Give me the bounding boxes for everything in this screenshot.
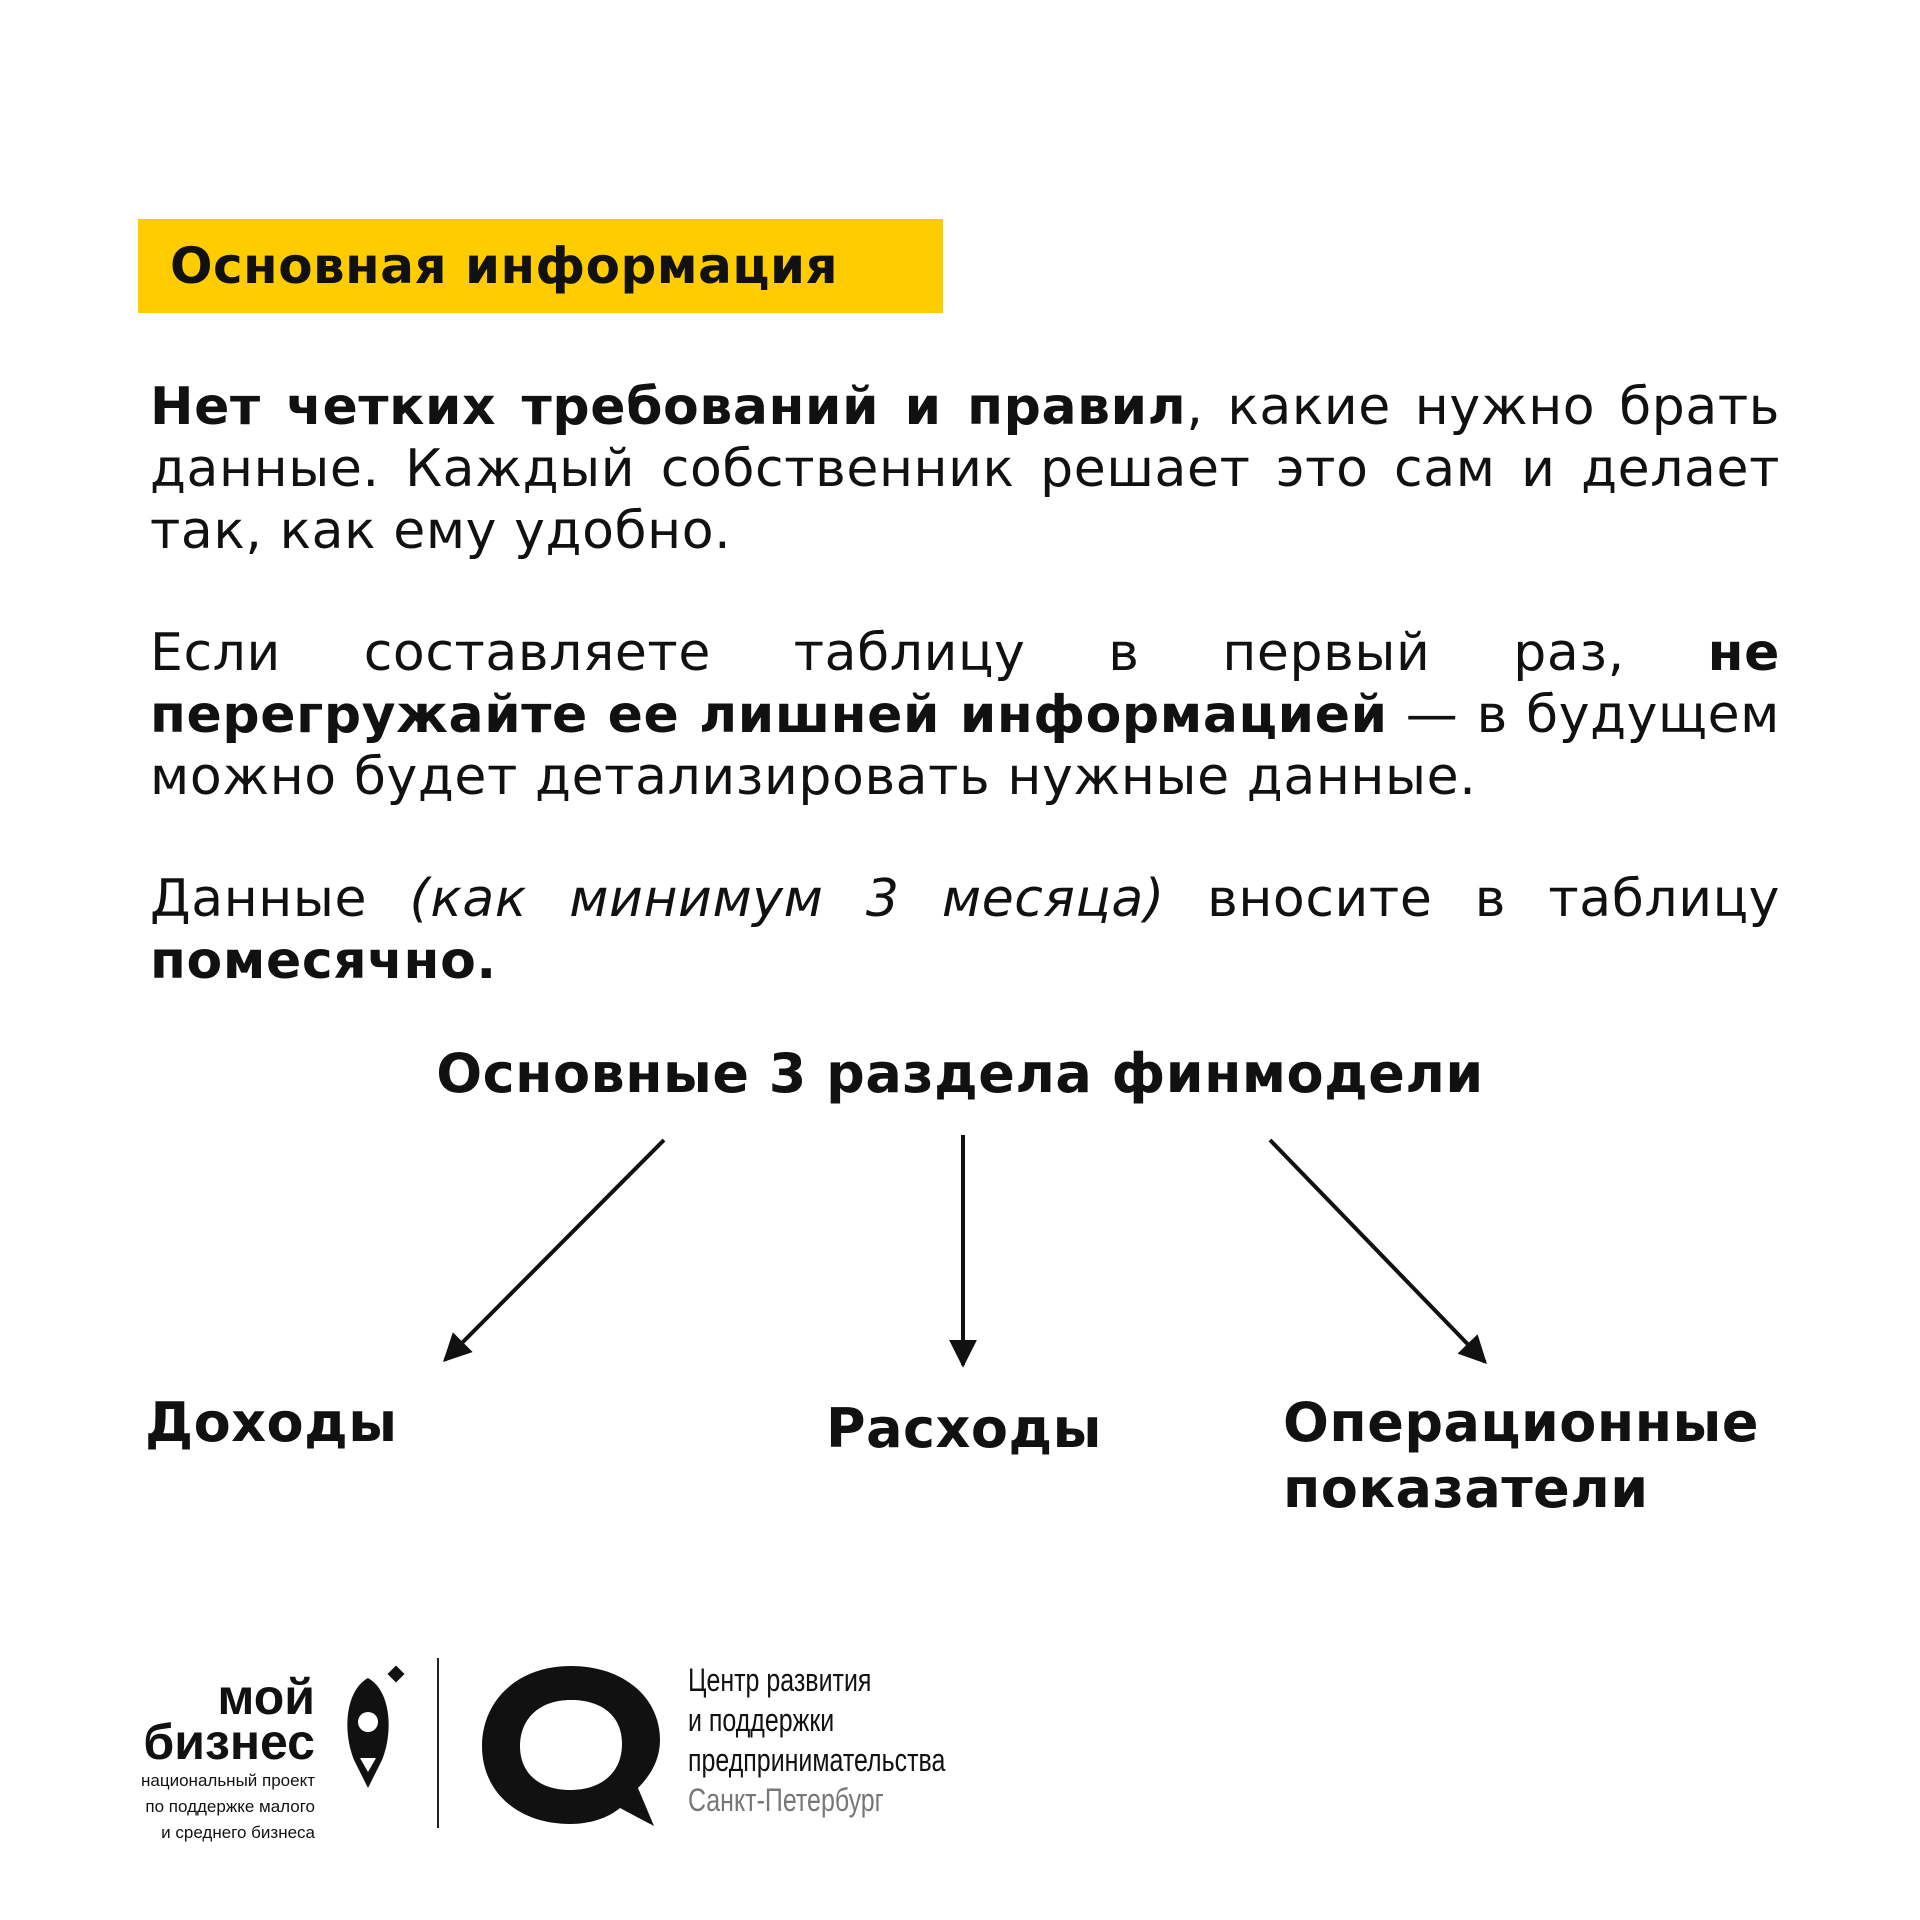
paragraph-monthly-bold: помесячно. [150,931,497,991]
moi-biznes-sub3: и среднего бизнеса [161,1823,315,1842]
rocket-icon [330,1660,406,1810]
footer-divider [437,1658,439,1828]
paragraph-first-time-lead: Если составляете таблицу в первый раз, [150,623,1708,683]
moi-biznes-sub2: по поддержке малого [145,1797,315,1816]
paragraph-rules-text: , какие нужно брать данные. Каждый собственник решает это сам и делает так, как ему удобно. [150,377,1780,561]
paragraph-monthly-mid: вносите в таблицу [1164,869,1780,929]
diagram-title: Основные 3 раздела финмодели [436,1042,1484,1105]
node-operational-line1: Операционные [1283,1391,1759,1454]
node-operational-line2: показатели [1283,1457,1649,1520]
moi-biznes-sub1: национальный проект [141,1771,315,1790]
paragraph-first-time-text: — в будущем можно будет детализировать нужные данные. [150,685,1780,807]
moi-biznes-line1: мой [217,1669,315,1725]
paragraph-first-time-bold: не перегружайте ее лишней информацией [150,623,1780,745]
moi-biznes-logo [141,1669,315,1843]
center-city: Санкт-Петербург [688,1782,884,1818]
center-line1: Центр развития [688,1662,872,1698]
center-line2: и поддержки [688,1702,835,1738]
node-expenses: Расходы [826,1397,1102,1460]
node-operational [1283,1390,1803,1522]
speech-bubble-icon [478,1660,664,1832]
section-tag-label: Основная информация [170,237,839,295]
node-income: Доходы [145,1391,398,1454]
moi-biznes-line2: бизнес [143,1714,315,1770]
footer [0,1640,1920,1840]
paragraph-rules-bold: Нет четких требований и правил [150,377,1187,437]
arrow-to-income [445,1140,664,1360]
center-line3: предпринимательства [688,1742,946,1778]
center-logo-text [688,1660,945,1820]
arrow-to-operational [1270,1140,1485,1362]
paragraph-monthly-italic: (как минимум 3 месяца) [409,869,1165,929]
paragraph-monthly-lead: Данные [150,869,410,929]
